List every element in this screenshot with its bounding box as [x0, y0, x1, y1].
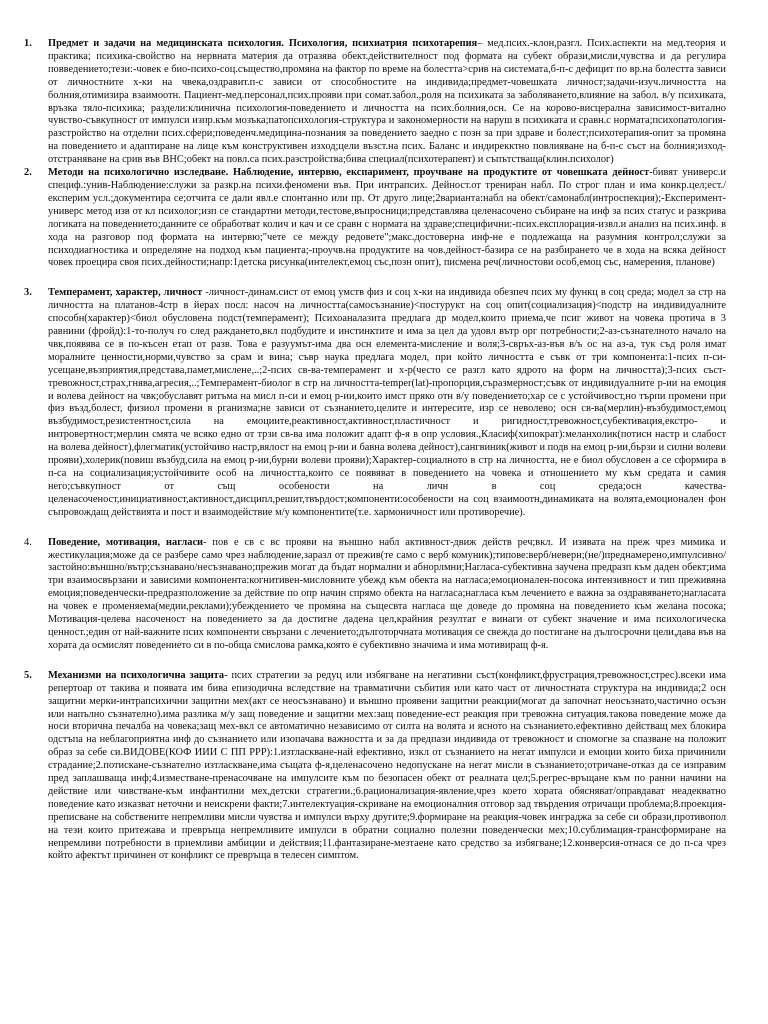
section-body: [48, 167, 726, 270]
section-number: 1.: [24, 38, 32, 49]
section-number: 5.: [24, 669, 32, 681]
section-number: 4.: [24, 536, 32, 548]
section-text: -бивят универс.и специф.:унив-Наблюдение:служи за разкр.на психи.феномени във. При интрапсих. Дейност.от трениран набл. По строг план и има конкр.цел;ест./експерим усл.;документира се;отчита се дали явл.е спонтанно или пр. От друго лице;2варианта:набл на обект/самонабл(интроспекция);-Експеримент-универс метод изв от кл психолог;изп се стандартни методи,тестове,въпросници;представлява целенасочено събиране на инф за псих статус и разкрива логиката на поведението;данните се обработват колич и кач и се сравн с нормата на здраве;специфични:-псих.експлорация-извл.и анализ на псих.инф. в хода на разговор под формата на интервю;"чете се между редовете";макс.достоверна инф-не е подлежаща на разумния контрол;служи за психодиагностика и определяне на подход към пациента;-проучв.на продуктите на чов.дейност-базира се на разбирането че в хода на всяка дейност човек проецира своя псих.дейности;напр:1детска рисунка(интелект,емоц със,позн опит), писмена реч(личностови особ,емоц със, намерения, планове): [48, 167, 726, 269]
section-text: -личност-динам.сист от емоц умств физ и соц х-ки на индивида обезпеч псих му функц в соц среда; модел за стр на личността на платанов-4стр в йерах посл: насоч на личността(самосъзнание)<постурукт на соц опит(социализация)<подстр на индивидуалните способн(характер)<биол обусловена подст(темперамент); Психоаналазита предлага др модел,които приема,че псиг живот на човека протича в 3 равнини (фройд):1-то-получ го след раждането,вкл подбудите и инстинктите и има за цел да удовл вътр орг потребности;2-аз-съзнателното начало на чвк,появява се в по-късен етап от разв. Това е разуумът-има два осн елемента-мисление и воля;3-свръх-аз-във в/ъ ос на аз-а, тук съд роля имат моралните ценности,норми,чувство за срам и вина; съвр наука предлага модел, при който личността е съвк от три компонента:1-псих п-си-усещане,възприятия,представа,памет,мислене,..;2-псих св-ва-темперамент и х-р(често се разгл като ядрото на форм на личността);3-псих съст-тревожност,страх,гнява,агресия,..;Темперамент-биолог в стр на личността-temper(lat)-пропорция,съразмерност;съвк от индивидуалните р-ии на емоция и волева дейност на чвк;обуславят ритъма на мисл п-си и емоц р-ии,които имст пряко отн в/у поведението;хар се с устойчивост,но търпи промени при физ възд,болест, физиол промени в рганизма;не зависи от съзнанието,целите и интересите, изр се неволево; осн св-ва(мерлин)-възбудимост,емоц възбудимост,резистентност,сила на емоциите,реактивност,активност,пластичност и ригидност,тревожност,субективация,екстро- и интровертност;мерлин смята че всяко едно от трзи св-ва има положит адапт ф-я в опр условия.,Класиф(хипократ):меланхолик(потисн настр и слабост на волева дейност),флегматик(устойчиво настр,вялост на емоц р-ии и бавна волева дейност),сангвиник(живот и подв на емоц р-ии,бързи и силни волеви прояви),холерик(повиш възбуд,сила на емоц р-ии,бурни волеви прояви);Характер-социалното в стр на личността, не е биол обусловен а се сформира в п-са на социализация;устойчивите особ на личността,които се появяват в поведението на човека и отношението му към средата и самия него;съвкупност от същ особености на личн в соц среда;осн качества-целенасоченост,инициативност,активност,дисципл,решит,твърдост;компоненти:особености на соц взаимоотн,динамиката на волята,емоционален фон съпровождащ действията и пост и взаимодействие м/у компонентите(т.е. хармоничност или противоречие).: [48, 287, 726, 518]
section-5: [20, 670, 726, 864]
section-body: [48, 38, 726, 167]
section-heading: Механизми на психологична защита: [48, 669, 225, 681]
section-heading: Темперамент, характер, личност: [48, 287, 203, 299]
section-1: [20, 38, 726, 167]
section-heading: Поведение, мотивация, нагласи: [48, 536, 204, 548]
section-heading: Предмет и задачи на медицинската психология. Психология, психиатрия психотарепия: [48, 38, 478, 49]
section-body: [48, 537, 726, 653]
section-number: 2.: [24, 167, 32, 179]
section-number: 3.: [24, 287, 32, 299]
section-4: [20, 537, 726, 653]
section-body: [48, 670, 726, 864]
section-2: [20, 167, 726, 270]
section-3: [20, 287, 726, 519]
section-heading: Методи на психологично изследване. Наблюдение, интервю, експаримент, проучване на продуктите от човешката дейност: [48, 167, 650, 179]
section-text: – мед.псих.-клон,разгл. Псих.аспекти на мед.теория и практика; психика-свойство на нервната материя да отразява обект.действителност под формата на субект образи,мисли,чувства и да регулира повведението;тези:-човек е био-психо-соц.същество,промяна на фактор по време на болестта>срив на системата,б-п-с дефицит по вр.на болестта зависи от личностните х-ки на чвека,оздравит.п-с зависи от способностите на индивида;предмет-човешката личност;задачи-изуч.личността на болния,отимизира взаимоотн. Пациент-мед.персонал,псих.прояви при сомат.забол.,роля на психиката за заболяването,влияние на забол. в/у психиката, връзка тяло-психика; раздели:клинична психология-поведението и личността на псих.болния,осн. Се на корово-висцерална зависимост-витално чувство-съвкупност от импулси изпр.към мозъка;патопсихология-структура и закономерности на наруш в психиката и сравн.с нормата;психопатология-разстройство на отделни псих.сфери;поведенч.медицина-познания за поведението заедно с позн за при здраве и болест;психотерапия-опит за промяна на поведението и адаптиране на лице към конструктивен изход;цели възст.на псих. Баланс и индирекктно повлияване на б-п-с съст на болния;изход-отстраняване на срив във ВНС;обект на повл.са псих.разстройства;бива специал(психотерапевт) и съпътстваща(клин.психолог): [48, 38, 726, 166]
section-text: - пов е св с вс прояви на външно набл активност-движ действ реч;вкл. И изявата на преж чрез мимика и жестикулация;може да се разбере само чрез наблюдение,заразл от прежив(те само с верб комуник);типове:верб/неверн;(не/)преднамерено,импулсивно/застойно:външно/вътр;съзнавано/несъзнавано;прежив могат да бъдат нормални и абнорлмни;Нагласа-субективна заучена предразп към даден обект;има три взаимосвързани и зависими компонента:когнитивен-мисловните убежд към обекта на нагласа;емоционален-посока интензивност и тип преживяна емоция;поведенчески-предразположение за действие по опр начин спрямо обекта на нагласа;нагласа към лечението е важна за оздравяването;нагласата на човек е променяема(медии,реклами);убеждението че промяна на същесвта нагласа ще доведе до промяна на поведението към желана посока; Мотивация-целева насоченост на поведението за да достигне дадена цел,крайния резултат е винаги от субект значение и има психологическа ценност.;един от най-важните псих компоненти свързани с лечението;дълготорчната мотивация се свежда до постигане на дългосрочни цели,дава във на хората да осмислят поведението си в по-обща смислова рамка,която е субективно значима и има мотивиращ ф-я.: [48, 536, 726, 651]
section-body: [48, 287, 726, 519]
section-text: - псих стратегии за редуц или избягване на негативни съст(конфликт,фрустрация,тревожност,стрес).всеки има репертоар от такива и появата им бива епизодична вследствие на травматични събития или като част от личностната структура на индивида;2 осн защитни мерки-интрапсихични защитни мех(акт се неосъзнавано) и външно проявени защитни реакции(могат да започнат неосъзнато,частично осъзн или напълно съзнателно).има разлика м/у защ поведение и защитни мех:защ поведение-ест реакция при тревожна ситуация.такова поведение може да носи вторична печалба на човека;защ мех-вкл се автоматично независимо от силта на волята и ясното на съзнанието.ефективно действащ мех блокира одстъпа на неблагоприятна инф до съзнанието или изопачава важността и за да предпази индивида от тревожност и спомогне за спазване на положит образ за себе си.ВИДОВЕ(КОФ ИИИ С ПП РРР):1.изтласкване-най ефективно, изкл от съзнанието на негат импулси и емоции които биха причинили страдание;2.потискане-съзнателно изтласкване,има същата ф-я,целенасочено недопускане на негат мисли в съзнанието;отричане-отказ да се изправим пред заплашваща инф;4.изместване-пренасочване на импулсите към по безопасен обект от реалната цел;5.регрес-връщане към по ранни начини на действие или чивстване-към инфантилни мех,детски стратегии.;6.рационализация-явление,чрез което хората обясняват/оправдават неадекватно поведение като изказват неточни и неискрени факти;7.интелектуация-скриване на емоционалния отговор зад твърдения отричащи проблема;8.проекция-преписване на собствените непремливи мисли чувства и импулси върху другите;9.формиране на реакция-човек инграджа за себе си образи,противопол на тези които притежава и превръща непремливите импулси в обратни социално полезни поведенчески мех;10.сублимация-трансформиране на непремливи потребности в приемливи амбиции и действия;11.фантазиране-мезтаене като средство за избягване;12.конверсия-отнася се до п-са чрез който афектът причинен от конфликт се превръща в телесен симптом.: [48, 669, 726, 862]
